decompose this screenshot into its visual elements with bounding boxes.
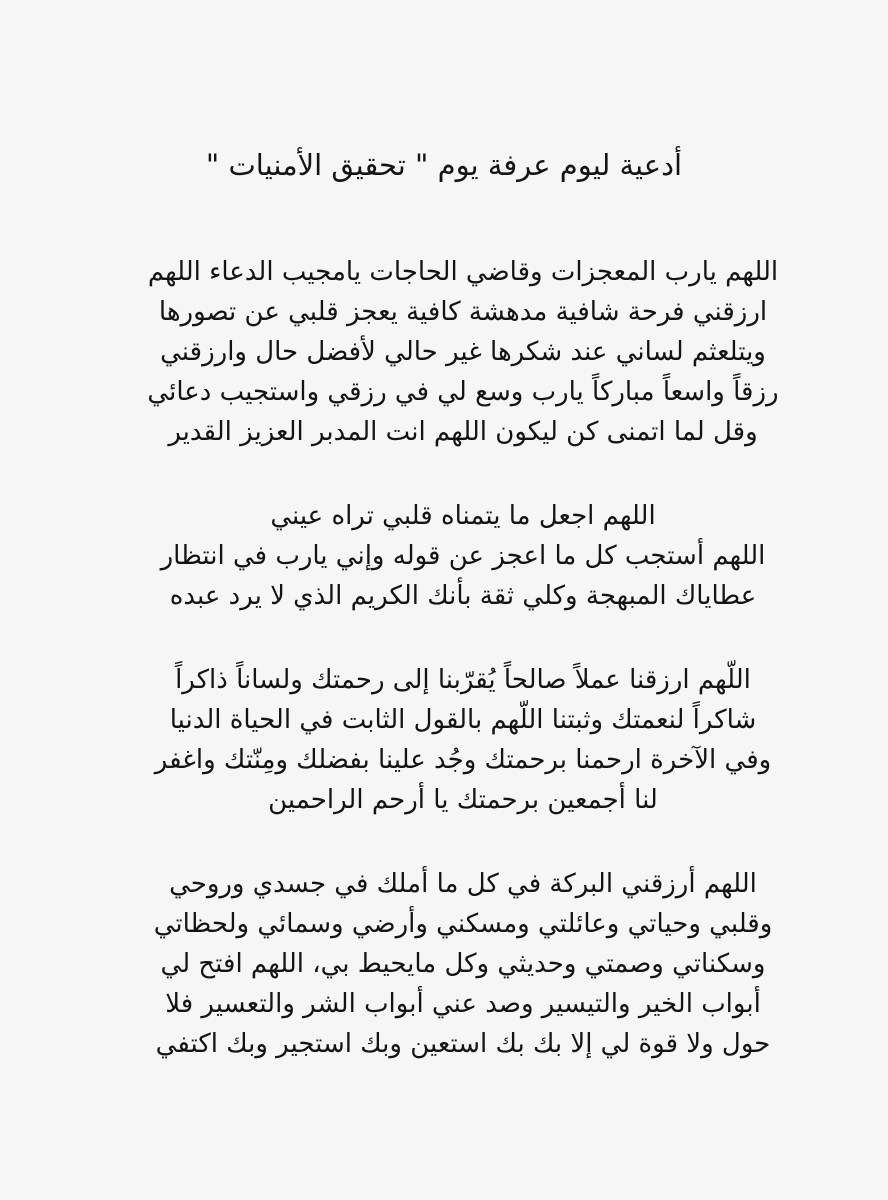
text-line: وقلبي وحياتي وعائلتي ومسكني وأرضي وسمائي ولحظاتي	[153, 909, 773, 939]
text-line: ارزقني فرحة شافية مدهشة كافية يعجز قلبي عن تصورها	[158, 297, 768, 327]
text-line: اللهم يارب المعجزات وقاضي الحاجات يامجيب الدعاء اللهم	[147, 257, 779, 287]
page-title: أدعية ليوم عرفة يوم " تحقيق الأمنيات "	[205, 148, 683, 182]
text-line: رزقاً واسعاً مباركاً يارب وسع لي في رزقي واستجيب دعائي	[147, 377, 779, 407]
text-line: اللهم اجعل ما يتمناه قلبي تراه عيني	[270, 501, 656, 531]
text-line: ويتلعثم لساني عند شكرها غير حالي لأفضل حال وارزقني	[160, 337, 766, 367]
text-line: حول ولا قوة لي إلا بك بك استعين وبك استجير وبك اكتفي	[155, 1029, 771, 1059]
text-line: اللهم أستجب كل ما اعجز عن قوله وإني يارب في انتظار	[160, 541, 766, 571]
text-line: وسكناتي وصمتي وحديثي وكل مايحيط بي، اللهم افتح لي	[160, 949, 766, 979]
text-line: اللهم أرزقني البركة في كل ما أملك في جسدي وروحي	[169, 869, 757, 899]
paragraph-3	[78, 660, 848, 820]
paragraph-1	[78, 252, 848, 452]
text-line: عطاياك المبهجة وكلي ثقة بأنك الكريم الذي لا يرد عبده	[169, 581, 757, 611]
text-line: شاكراً لنعمتك وثبتنا اللّهم بالقول الثابت في الحياة الدنيا	[169, 705, 757, 735]
document-body	[78, 252, 848, 1108]
text-line: لنا أجمعين برحمتك يا أرحم الراحمين	[268, 785, 658, 815]
text-line: وفي الآخرة ارحمنا برحمتك وجُد علينا بفضلك ومِنّتك واغفر	[154, 745, 772, 775]
text-line: اللّهم ارزقنا عملاً صالحاً يُقرّبنا إلى رحمتك ولساناً ذاكراً	[175, 665, 751, 695]
text-line: أبواب الخير والتيسير وصد عني أبواب الشر والتعسير فلا	[165, 989, 761, 1019]
text-line: وقل لما اتمنى كن ليكون اللهم انت المدبر العزيز القدير	[168, 417, 758, 447]
paragraph-2	[78, 496, 848, 616]
paragraph-4	[78, 864, 848, 1064]
